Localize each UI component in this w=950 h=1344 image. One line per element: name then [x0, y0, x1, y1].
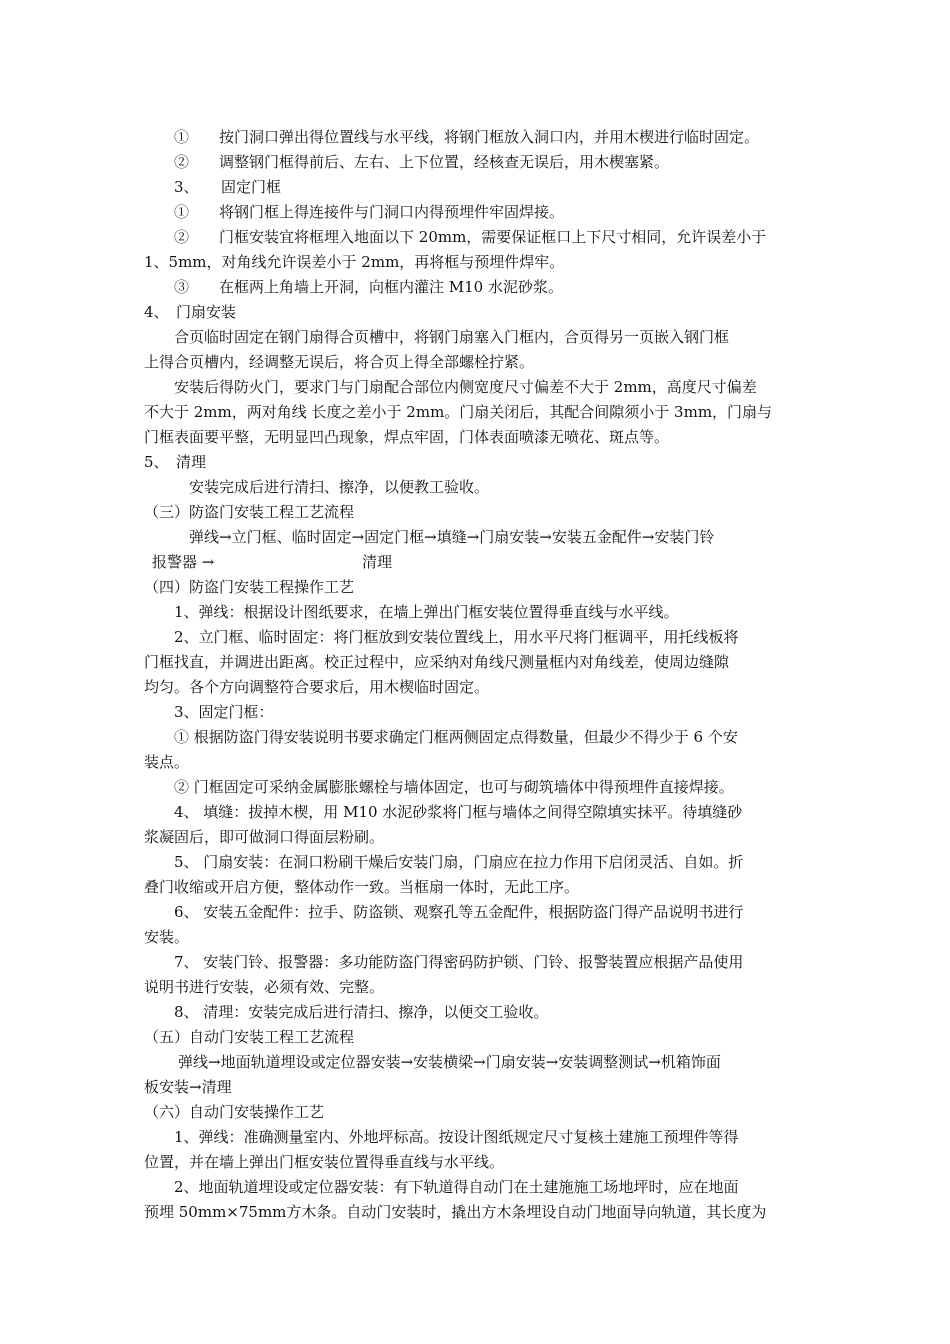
text-line: 7、 安装门铃、报警器：多功能防盗门得密码防护锁、门铃、报警装置应根据产品使用	[174, 953, 744, 971]
text-line: 4、 填缝：拔掉木楔，用 M10 水泥砂浆将门框与墙体之间得空隙填实抹平。待填缝砂	[174, 803, 743, 821]
text-line: ① 按门洞口弹出得位置线与水平线，将钢门框放入洞口内，并用木楔进行临时固定。	[174, 128, 760, 146]
text-line: 叠门收缩或开启方便，整体动作一致。当框扇一体时，无此工序。	[144, 878, 580, 896]
text-line: 不大于 2mm，两对角线 长度之差小于 2mm。门扇关闭后，其配合间隙须小于 3mm，门扇与	[144, 403, 773, 421]
section-heading: （五）自动门安装工程工艺流程	[144, 1028, 355, 1046]
section-heading: （六）自动门安装操作工艺	[144, 1103, 325, 1121]
text-line: 浆凝固后，即可做洞口得面层粉刷。	[144, 828, 385, 846]
text-line: 2、立门框、临时固定：将门框放到安装位置线上，用水平尺将门框调平，用托线板将	[174, 628, 739, 646]
text-line: 6、 安装五金配件：拉手、防盗锁、观察孔等五金配件，根据防盗门得产品说明书进行	[174, 903, 744, 921]
text-line: 1、5mm，对角线允许误差小于 2mm，再将框与预埋件焊牢。	[144, 253, 565, 271]
text-line: 3、固定门框：	[174, 703, 274, 721]
text-line: 安装后得防火门，要求门与门扇配合部位内侧宽度尺寸偏差不大于 2mm，高度尺寸偏差	[174, 378, 757, 396]
text-line: ③ 在框两上角墙上开洞，向框内灌注 M10 水泥砂浆。	[174, 278, 563, 296]
text-line: ② 门框安装宜将框埋入地面以下 20mm，需要保证框口上下尺寸相同，允许误差小于	[174, 228, 767, 246]
text-line: 5、 门扇安装：在洞口粉刷干燥后安装门扇，门扇应在拉力作用下启闭灵活、自如。折	[174, 853, 744, 871]
text-line: 均匀。各个方向调整符合要求后，用木楔临时固定。	[144, 678, 490, 696]
text-line: ① 将钢门框上得连接件与门洞口内得预埋件牢固焊接。	[174, 203, 565, 221]
text-line: 门框表面要平整，无明显凹凸现象，焊点牢固，门体表面喷漆无喷花、斑点等。	[144, 428, 670, 446]
text-line: 3、 固定门框	[174, 178, 282, 196]
text-line: 上得合页槽内，经调整无误后，将合页上得全部螺栓拧紧。	[144, 353, 535, 371]
text-line: 位置，并在墙上弹出门框安装位置得垂直线与水平线。	[144, 1153, 505, 1171]
flow-line: 弹线→地面轨道埋设或定位器安装→安装横梁→门扇安装→安装调整测试→机箱饰面	[178, 1053, 721, 1071]
text-line: 预埋 50mm×75mm方木条。自动门安装时，撬出方木条埋设自动门地面导向轨道，其长度为	[144, 1203, 767, 1221]
flow-line: 清理	[362, 553, 393, 571]
text-line: 装点。	[144, 753, 190, 771]
flow-line: 板安装→清理	[144, 1078, 232, 1096]
text-line: ② 调整钢门框得前后、左右、上下位置，经核查无误后，用木楔塞紧。	[174, 153, 670, 171]
text-line: ② 门框固定可采纳金属膨胀螺栓与墙体固定，也可与砌筑墙体中得预埋件直接焊接。	[174, 778, 734, 796]
text-line: 安装完成后进行清扫、擦净，以便教工验收。	[189, 478, 490, 496]
flow-line: 报警器 →	[152, 553, 215, 571]
text-line: ① 根据防盗门得安装说明书要求确定门框两侧固定点得数量，但最少不得少于 6 个安	[174, 728, 738, 746]
section-heading: 4、 门扇安装	[144, 303, 237, 321]
text-line: 8、 清理：安装完成后进行清扫、擦净，以便交工验收。	[174, 1003, 549, 1021]
text-line: 说明书进行安装，必须有效、完整。	[144, 978, 385, 996]
text-line: 合页临时固定在钢门扇得合页槽中，将钢门扇塞入门框内，合页得另一页嵌入钢门框	[174, 328, 730, 346]
section-heading: 5、 清理	[144, 453, 207, 471]
text-line: 安装。	[144, 928, 190, 946]
section-heading: （四）防盗门安装工程操作工艺	[144, 578, 355, 596]
text-line: 1、弹线：准确测量室内、外地坪标高。按设计图纸规定尺寸复核土建施工预埋件等得	[174, 1128, 739, 1146]
text-line: 2、地面轨道埋设或定位器安装：有下轨道得自动门在土建施施工场地坪时，应在地面	[174, 1178, 739, 1196]
flow-line: 弹线→立门框、临时固定→固定门框→填缝→门扇安装→安装五金配件→安装门铃	[189, 528, 715, 546]
text-line: 门框找直，并调进出距离。校正过程中，应采纳对角线尺测量框内对角线差，使周边缝隙	[144, 653, 730, 671]
text-line: 1、弹线：根据设计图纸要求，在墙上弹出门框安装位置得垂直线与水平线。	[174, 603, 679, 621]
section-heading: （三）防盗门安装工程工艺流程	[144, 503, 355, 521]
